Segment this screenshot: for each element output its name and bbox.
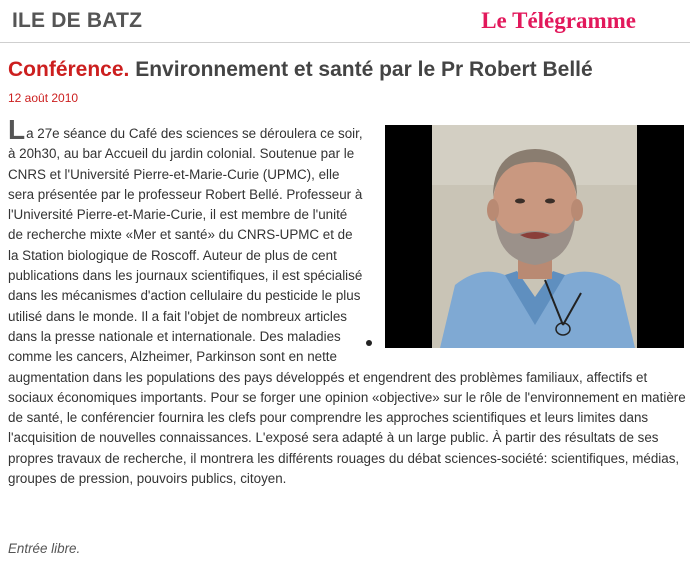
brand-logo[interactable]: Le Télégramme bbox=[481, 8, 636, 33]
article-title bbox=[8, 57, 684, 83]
publication-date: 12 août 2010 bbox=[8, 91, 79, 105]
bullet-dot bbox=[366, 340, 372, 346]
body-text: a 27e séance du Café des sciences se déroulera ce soir, à 20h30, au bar Accueil du jardin colonial. Soutenue par le CNRS et l'Université Pierre-et-Marie-Curie (UPMC), elle sera présentée par le professeur Robert Bellé. Professeur à l'Université Pierre-et-Marie-Curie, il est membre de l'unité de recherche mixte «Mer et santé» du CNRS-UPMC et de la Station biologique de Roscoff. Auteur de plus de cent publications dans les journaux scientifiques, il est spécialisé dans les mécanismes d'action cellulaire du pesticide le plus utilisé dans le monde. Il a fait l'objet de nombreux articles dans la presse nationale et internationale. Des maladies comme les cancers, Alzheimer, Parkinson sont en nette augmentation dans les populations des pays développés et engendrent des problèmes familiaux, affectifs et sociaux économiques importants. Pour se forger une opinion «objective» sur le rôle de l'environnement en matière de santé, le conférencier fournira les clefs pour comprendre les approches scientifiques et leurs limites dans l'acquisition de nouvelles connaissances. L'exposé sera adapté à un large public. À partir des résultats de ses propres travaux de recherche, il montrera les différents rouages du débat sciences-société: scientifiques, médias, groupes de pression, pouvoirs publics, citoyen. bbox=[8, 126, 686, 487]
title-text: Environnement et santé par le Pr Robert Bellé bbox=[135, 58, 593, 81]
drop-cap: L bbox=[8, 114, 26, 145]
footer-note: Entrée libre. bbox=[8, 541, 81, 556]
portrait-photo[interactable] bbox=[385, 125, 684, 348]
header-bar bbox=[0, 0, 690, 43]
section-rubric[interactable]: ILE DE BATZ bbox=[12, 9, 143, 32]
title-kicker: Conférence. bbox=[8, 58, 130, 81]
portrait-illustration bbox=[385, 125, 684, 348]
